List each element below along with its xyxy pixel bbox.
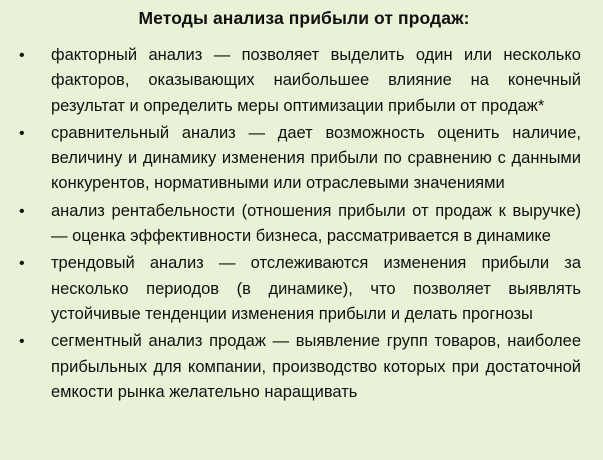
list-item xyxy=(19,121,581,197)
document-title: Методы анализа прибыли от продаж: xyxy=(138,8,470,28)
list-item xyxy=(19,43,581,119)
bullet-icon: • xyxy=(19,124,25,142)
list-item xyxy=(19,329,581,405)
list-item xyxy=(19,251,581,327)
list-item-text: трендовый анализ — отслеживаются изменения прибыли за несколько периодов (в динамике), что позволяет выявлять устойчивые тенденции изменения прибыли и делать прогнозы xyxy=(51,254,581,323)
methods-list xyxy=(19,43,581,405)
bullet-icon: • xyxy=(19,333,25,351)
bullet-icon: • xyxy=(19,47,25,64)
list-item xyxy=(19,199,581,250)
bullet-icon: • xyxy=(19,255,25,273)
list-item-text: сегментный анализ продаж — выявление групп товаров, наиболее прибыльных для компании, производство которых при достаточной емкости рынка желательно наращивать xyxy=(51,332,581,401)
list-item-text: факторный анализ — позволяет выделить один или несколько факторов, оказывающих наибольшее влияние на конечный результат и определить меры оптимизации прибыли от продаж* xyxy=(51,46,581,115)
list-item-text: анализ рентабельности (отношения прибыли от продаж к выручке) — оценка эффективности бизнеса, рассматривается в динамике xyxy=(51,201,581,246)
bullet-icon: • xyxy=(19,202,25,220)
list-item-text: сравнительный анализ — дает возможность оценить наличие, величину и динамику изменения прибыли по сравнению с данными конкурентов, нормативными или отраслевыми значениями xyxy=(51,123,581,193)
